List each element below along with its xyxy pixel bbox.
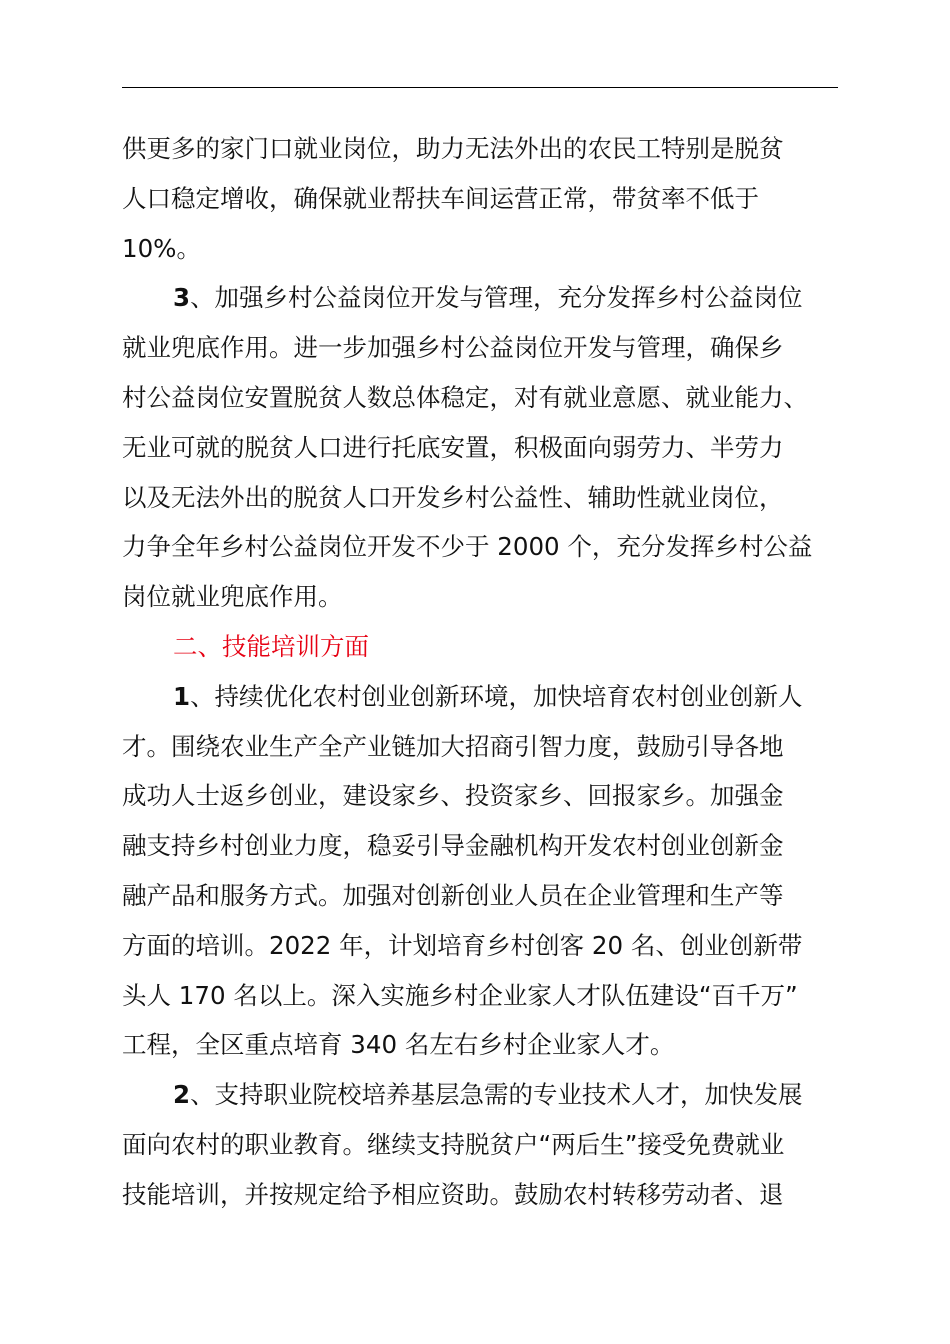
header-rule bbox=[122, 87, 838, 88]
body-line: 才。围绕农业生产全产业链加大招商引智力度，鼓励引导各地 bbox=[122, 731, 784, 761]
body-line: 技能培训，并按规定给予相应资助。鼓励农村转移劳动者、退 bbox=[122, 1179, 784, 1209]
body-line: 岗位就业兜底作用。 bbox=[122, 582, 343, 612]
body-line: 10%。 bbox=[122, 233, 201, 263]
numbered-item-1-first-line bbox=[122, 672, 842, 722]
body-line: 工程，全区重点培育 340 名左右乡村企业家人才。 bbox=[122, 1030, 675, 1060]
item-number: 2 bbox=[173, 1080, 191, 1110]
body-line: 融支持乡村创业力度，稳妥引导金融机构开发农村创业创新金 bbox=[122, 831, 784, 861]
numbered-item-3-first-line bbox=[122, 273, 842, 323]
body-line: 成功人士返乡创业，建设家乡、投资家乡、回报家乡。加强金 bbox=[122, 781, 784, 811]
body-line: 力争全年乡村公益岗位开发不少于 2000 个，充分发挥乡村公益 bbox=[122, 532, 813, 562]
body-line: 村公益岗位安置脱贫人数总体稳定，对有就业意愿、就业能力、 bbox=[122, 382, 808, 412]
body-text: 、持续优化农村创业创新环境，加快培育农村创业创新人 bbox=[190, 681, 803, 711]
item-number: 1 bbox=[173, 681, 191, 711]
body-line: 头人 170 名以上。深入实施乡村企业家人才队伍建设“百千万” bbox=[122, 980, 798, 1010]
body-line: 无业可就的脱贫人口进行托底安置，积极面向弱劳力、半劳力 bbox=[122, 432, 784, 462]
section-heading: 二、技能培训方面 bbox=[173, 631, 369, 661]
body-line: 就业兜底作用。进一步加强乡村公益岗位开发与管理，确保乡 bbox=[122, 333, 784, 363]
body-text: 、支持职业院校培养基层急需的专业技术人才，加快发展 bbox=[190, 1080, 803, 1110]
body-text: 、加强乡村公益岗位开发与管理，充分发挥乡村公益岗位 bbox=[190, 283, 803, 313]
body-line: 以及无法外出的脱贫人口开发乡村公益性、辅助性就业岗位， bbox=[122, 482, 784, 512]
body-line: 人口稳定增收，确保就业帮扶车间运营正常，带贫率不低于 bbox=[122, 183, 759, 213]
body-line: 面向农村的职业教育。继续支持脱贫户“两后生”接受免费就业 bbox=[122, 1129, 785, 1159]
item-number: 3 bbox=[173, 283, 191, 313]
document-body bbox=[122, 124, 842, 1220]
body-line: 供更多的家门口就业岗位，助力无法外出的农民工特别是脱贫 bbox=[122, 134, 784, 163]
body-line: 融产品和服务方式。加强对创新创业人员在企业管理和生产等 bbox=[122, 880, 784, 910]
body-line: 方面的培训。2022 年，计划培育乡村创客 20 名、创业创新带 bbox=[122, 930, 803, 960]
numbered-item-2-first-line bbox=[122, 1070, 842, 1120]
